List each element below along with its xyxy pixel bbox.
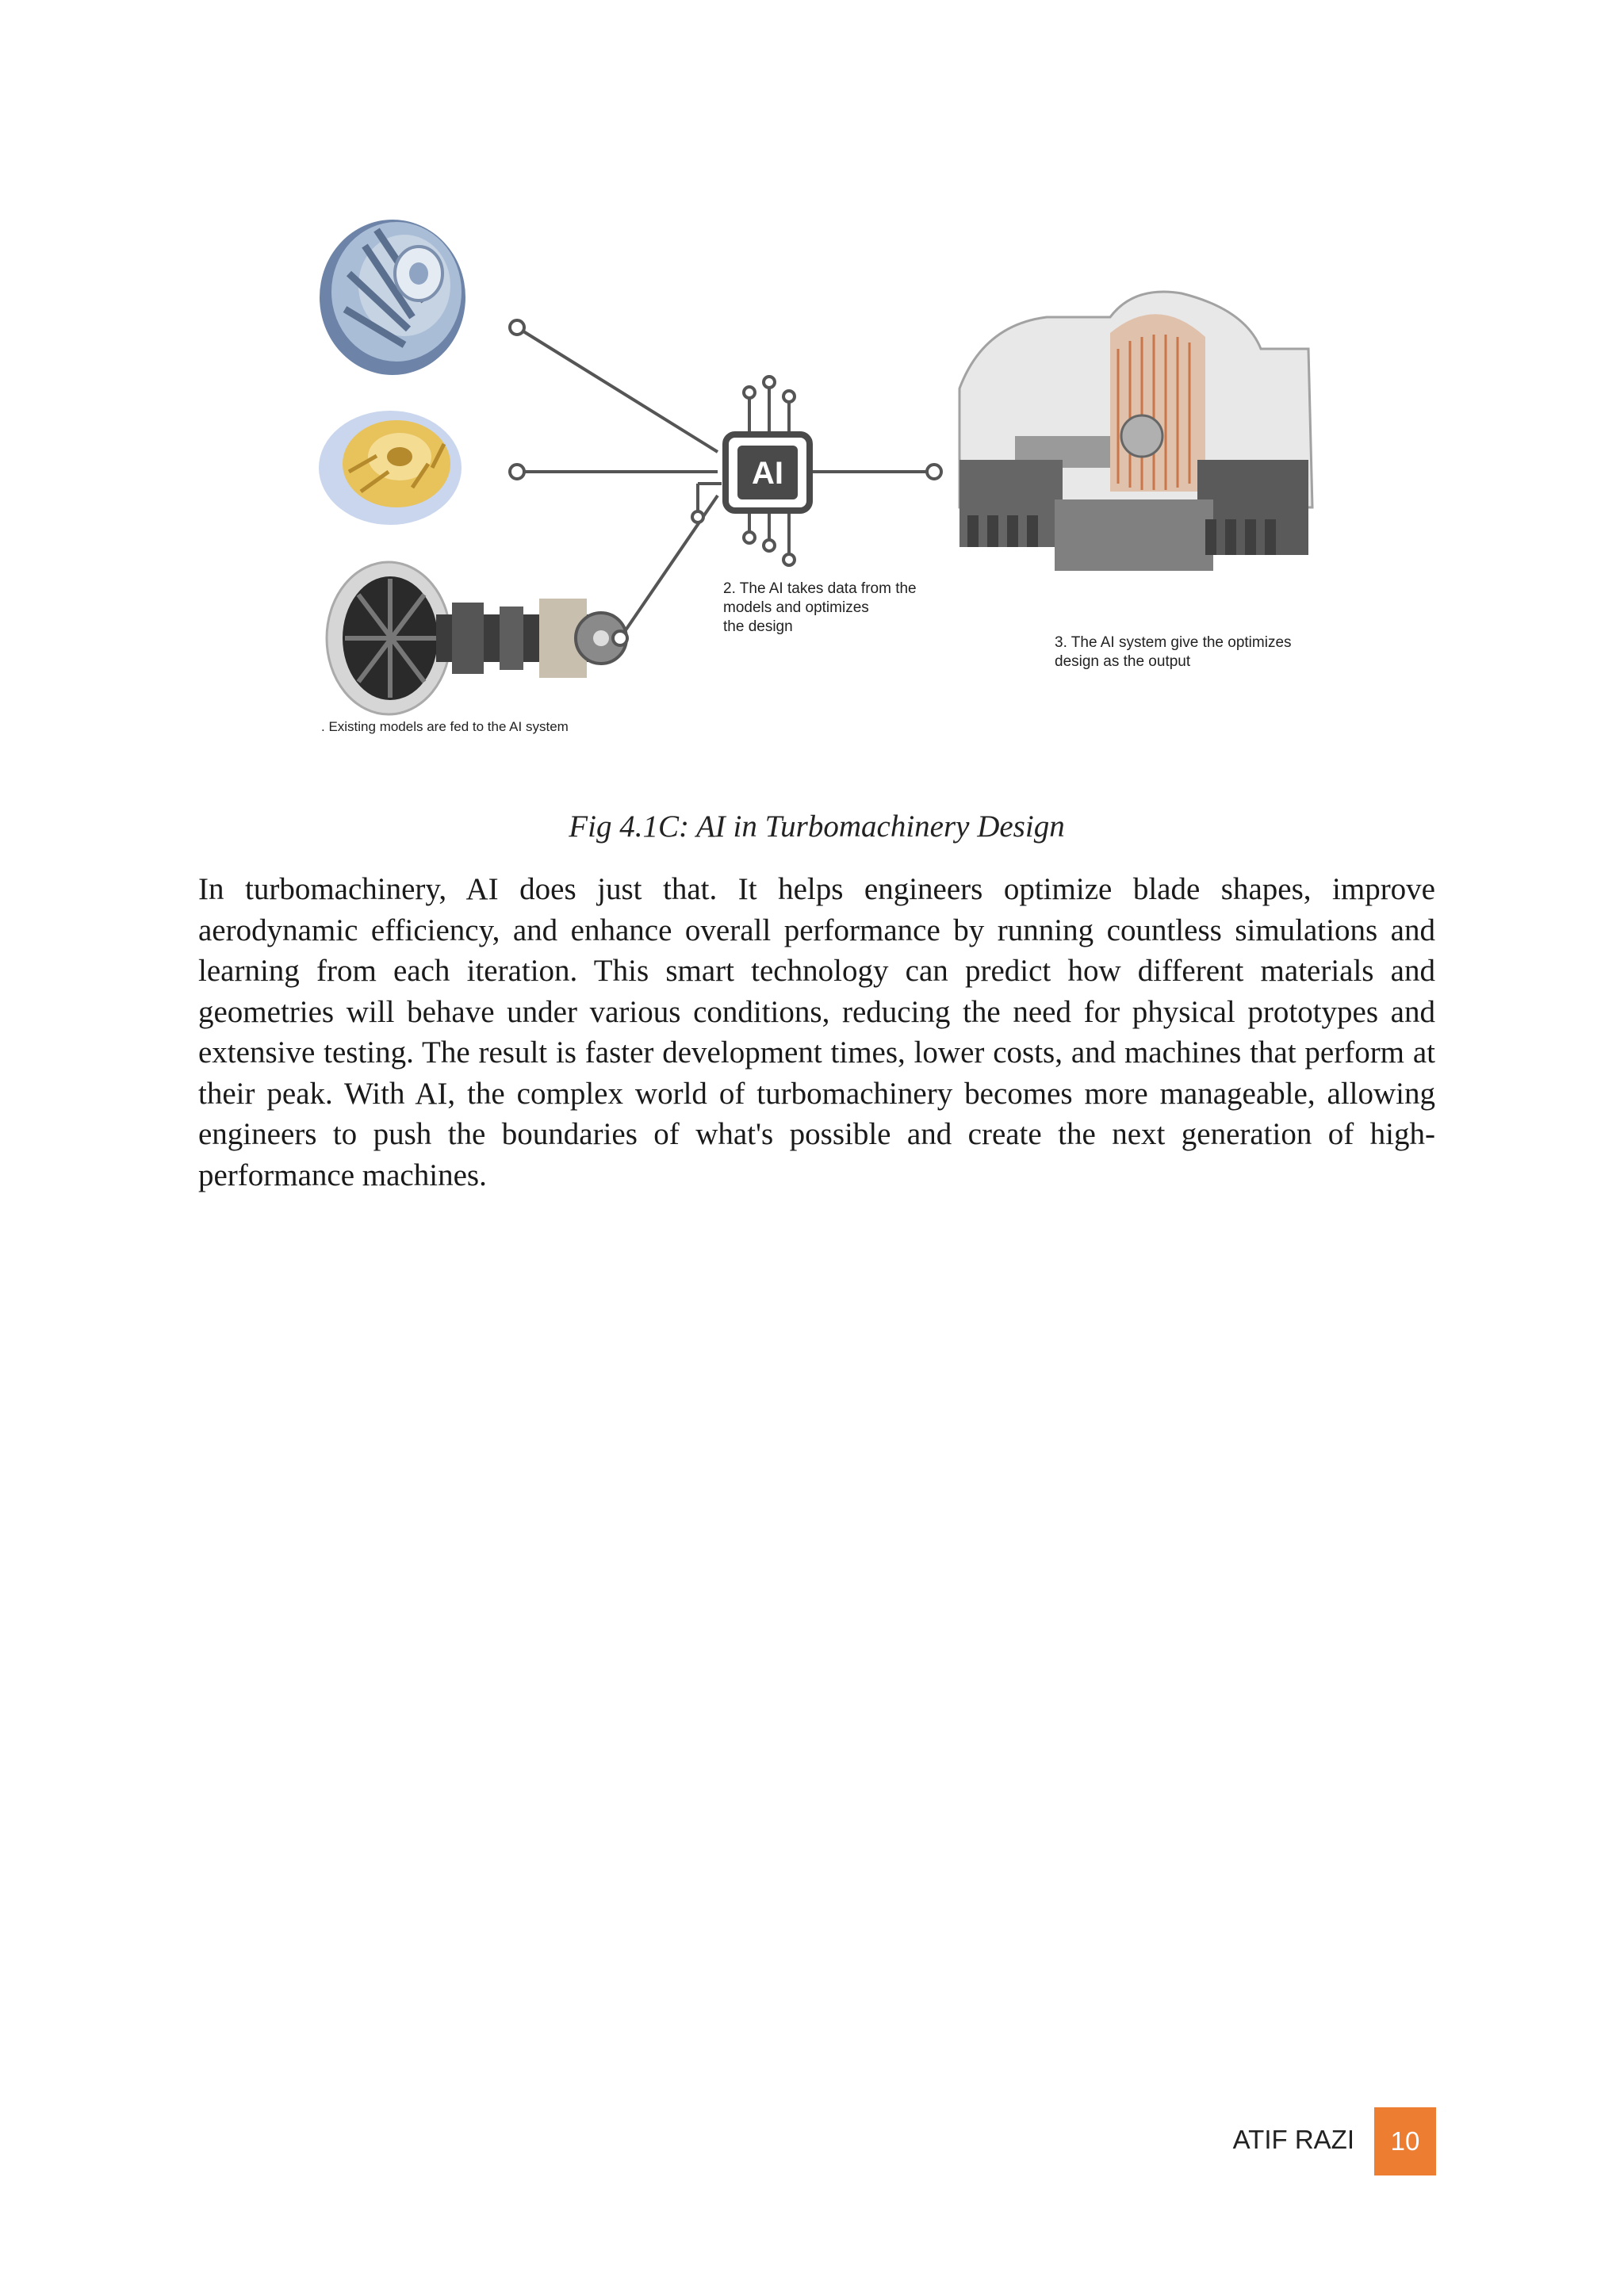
page-footer [0,2107,1624,2175]
impeller-image [320,220,465,375]
step-2-label-line-2: models and optimizes [723,599,869,616]
page-number: 10 [1374,2107,1436,2175]
step-2-label-line-3: the design [723,618,793,635]
steam-turbine-image [959,292,1312,571]
ai-chip-icon [692,377,941,565]
figure-caption: Fig 4.1C: AI in Turbomachinery Design [569,809,1065,844]
turbine-ring-image [319,411,462,525]
jet-engine-image [327,562,626,714]
step-1-label: . Existing models are fed to the AI system [321,719,569,734]
step-3-label-line-1: 3. The AI system give the optimizes [1055,634,1292,651]
step-2-label-line-1: 2. The AI takes data from the [723,580,917,597]
body-paragraph: In turbomachinery, AI does just that. It helps engineers optimize blade shapes, improve aerodynamic efficiency, and enhance overall performance by running countless simulations and learning from each iteration. This smart technology can predict how different materials and geometries will behave under various conditions, reducing the need for physical prototypes and extensive testing. The result is faster development times, lower costs, and machines that perform at their peak. With AI, the complex world of turbomachinery becomes more manageable, allowing engineers to push the boundaries of what's possible and create the next generation of high-performance machines. [198,872,1435,1192]
step-3-label-line-2: design as the output [1055,653,1191,670]
footer-author: ATIF RAZI [1232,2125,1354,2154]
turbomachinery-ai-figure [317,198,1332,745]
input-connectors [510,320,718,645]
ai-chip-label: AI [752,456,783,491]
